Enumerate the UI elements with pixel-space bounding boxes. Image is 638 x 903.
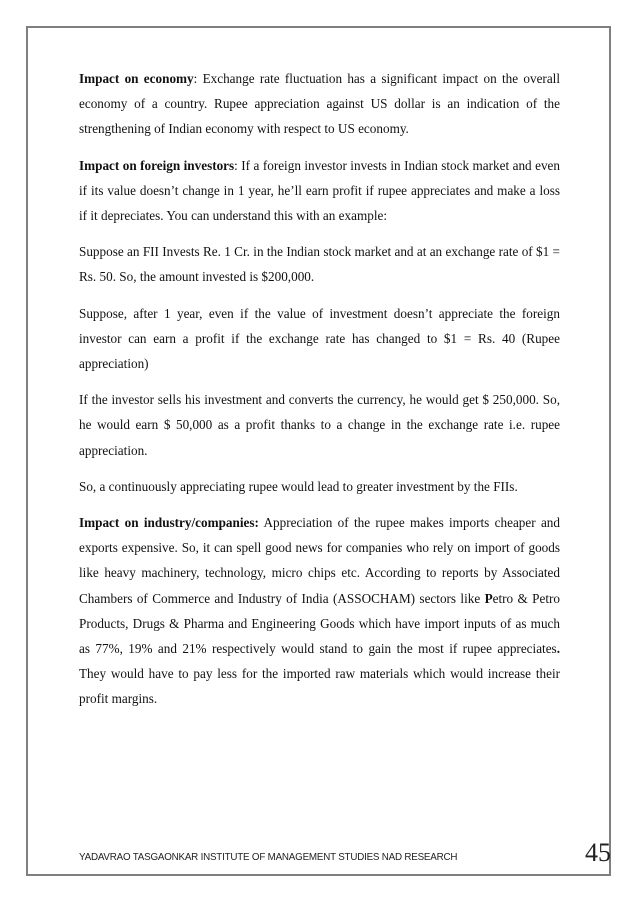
heading-impact-on-economy: Impact on economy — [79, 71, 194, 86]
paragraph-text: If the investor sells his investment and converts the currency, he would get $ 250,000. So, he would earn $ 50,000 as a profit thanks to a change in the exchange rate i.e. rupee appreciation. — [79, 392, 560, 458]
paragraph-text: etro & Petro Products, Drugs & Pharma and Engineering Goods which have import inputs of as much as 77%, 19% and 21% respectively would stand to gain the most if rupee appreciates — [79, 590, 560, 657]
document-body — [79, 66, 560, 723]
heading-impact-on-foreign-investors: Impact on foreign investors — [79, 157, 235, 173]
paragraph-text: Suppose, after 1 year, even if the value of investment doesn’t appreciate the foreign investor can earn a profit if the exchange rate has changed to $1 = Rs. 40 (Rupee appreciation) — [79, 305, 560, 372]
paragraph-investor-sells — [79, 387, 560, 463]
page-number: 45 — [585, 838, 611, 867]
footer-institute-name: YADAVRAO TASGAONKAR INSTITUTE OF MANAGEMENT STUDIES NAD RESEARCH — [79, 852, 458, 863]
paragraph-text: Appreciation of the rupee makes imports cheaper and exports expensive. So, it can spell good news for companies who rely on import of goods like heavy machinery, technology, micro chips etc. According to reports by Associated Chambers of Commerce and Industry of India (ASSOCHAM) sectors like — [79, 515, 560, 606]
paragraph-text: : If a foreign investor invests in Indian stock market and even if its value doesn’t change in 1 year, he’ll earn profit if rupee appreciates and make a loss if it depreciates. You can understand this with an example: — [79, 157, 560, 224]
paragraph-impact-on-economy — [79, 66, 560, 142]
heading-impact-on-industry: Impact on industry/companies: — [79, 515, 259, 531]
paragraph-fii-investment — [79, 474, 560, 499]
paragraph-text: : Exchange rate fluctuation has a significant impact on the overall economy of a country. Rupee appreciation against US dollar is an indication of the strengthening of Indian economy with respect to US economy. — [79, 71, 560, 137]
paragraph-text: So, a continuously appreciating rupee would lead to greater investment by the FIIs. — [79, 478, 518, 494]
bold-letter: P — [484, 590, 493, 606]
paragraph-text: Suppose an FII Invests Re. 1 Cr. in the Indian stock market and at an exchange rate of $1 = Rs. 50. So, the amount invested is $200,000. — [79, 244, 560, 285]
paragraph-after-one-year — [79, 301, 560, 377]
paragraph-impact-on-industry — [79, 510, 560, 712]
paragraph-impact-on-foreign-investors — [79, 153, 560, 229]
paragraph-text: They would have to pay less for the imported raw materials which would increase their profit margins. — [79, 666, 560, 707]
bold-period: . — [556, 641, 560, 657]
paragraph-fii-example — [79, 239, 560, 289]
